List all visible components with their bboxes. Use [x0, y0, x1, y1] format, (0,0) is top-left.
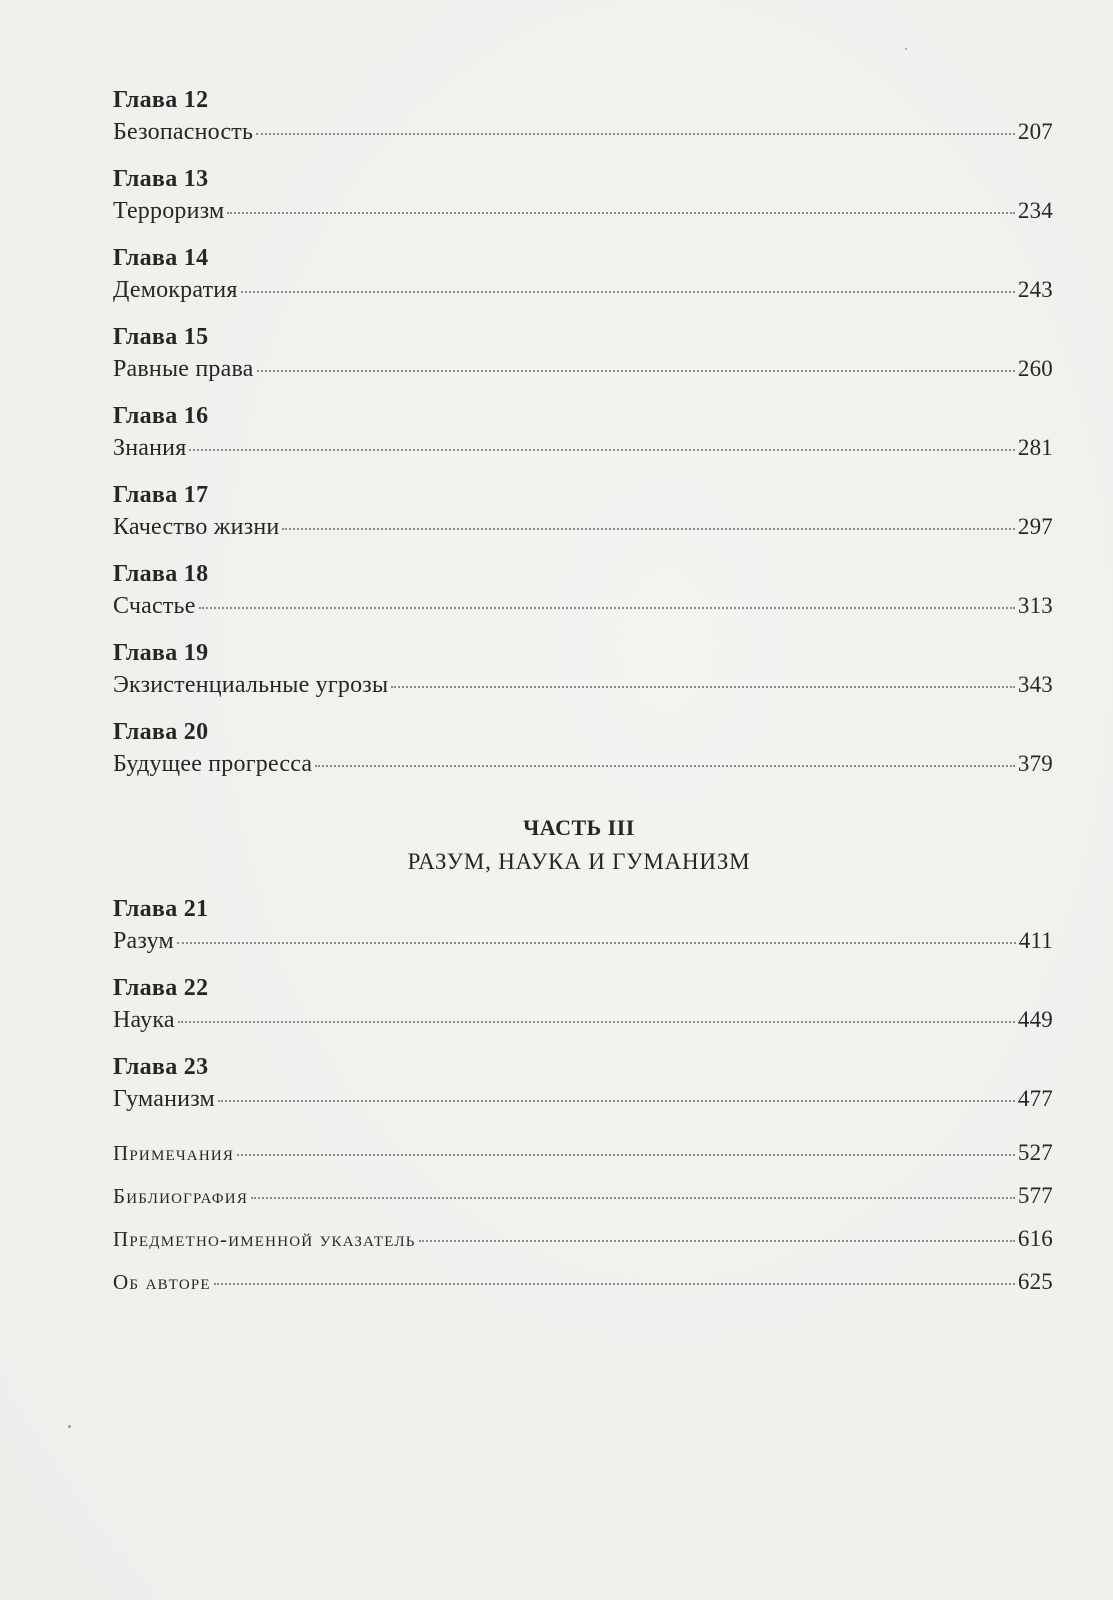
- chapter-label: Глава 13: [113, 166, 209, 192]
- page-number: 577: [1017, 1183, 1053, 1208]
- part-heading: [113, 813, 1053, 879]
- dot-leader: [177, 942, 1016, 944]
- dot-leader: [257, 370, 1015, 372]
- page-number: 449: [1017, 1007, 1053, 1032]
- toc-bibliography[interactable]: [113, 1183, 1053, 1226]
- dot-leader: [241, 291, 1015, 293]
- chapter-row: [113, 925, 1053, 957]
- page-number: 477: [1017, 1086, 1053, 1111]
- chapter-label: Глава 12: [113, 87, 209, 113]
- dot-leader: [214, 1283, 1015, 1285]
- page-number: 411: [1018, 928, 1053, 953]
- chapter-label: Глава 23: [113, 1054, 209, 1080]
- toc-about-author[interactable]: [113, 1269, 1053, 1312]
- toc-chapter-12[interactable]: [113, 84, 1053, 163]
- chapter-label: Глава 18: [113, 561, 209, 587]
- chapter-label: Глава 17: [113, 482, 209, 508]
- chapter-title: Счастье: [113, 593, 196, 619]
- dot-leader: [199, 607, 1015, 609]
- table-of-contents: [113, 84, 1053, 1312]
- toc-chapter-13[interactable]: [113, 163, 1053, 242]
- backmatter-list: [113, 1140, 1053, 1312]
- part-title: РАЗУМ, НАУКА И ГУМАНИЗМ: [407, 849, 751, 874]
- toc-notes[interactable]: [113, 1140, 1053, 1183]
- toc-chapter-15[interactable]: [113, 321, 1053, 400]
- chapter-title: Качество жизни: [113, 514, 280, 540]
- chapter-row: [113, 669, 1053, 701]
- page-number: 234: [1017, 198, 1053, 223]
- chapter-title: Разум: [113, 928, 174, 954]
- chapter-row: [113, 116, 1053, 148]
- chapter-title: Демократия: [113, 277, 238, 303]
- toc-chapter-16[interactable]: [113, 400, 1053, 479]
- page-number: 260: [1017, 356, 1053, 381]
- chapter-label: Глава 15: [113, 324, 209, 350]
- dot-leader: [282, 528, 1014, 530]
- chapter-title: Безопасность: [113, 119, 254, 145]
- chapter-row: [113, 511, 1053, 543]
- page-number: 281: [1017, 435, 1053, 460]
- chapter-title: Будущее прогресса: [113, 751, 313, 777]
- backmatter-title: Библиография: [113, 1184, 249, 1208]
- backmatter-title: Предметно-именной указатель: [113, 1227, 416, 1251]
- page-number: 343: [1017, 672, 1053, 697]
- chapter-list-part2: [113, 84, 1053, 795]
- dot-leader: [218, 1100, 1015, 1102]
- chapter-label: Глава 16: [113, 403, 209, 429]
- backmatter-title: Примечания: [113, 1141, 235, 1165]
- chapter-label: Глава 14: [113, 245, 209, 271]
- toc-index[interactable]: [113, 1226, 1053, 1269]
- chapter-row: [113, 432, 1053, 464]
- dot-leader: [315, 765, 1015, 767]
- chapter-row: [113, 195, 1053, 227]
- paper-speck: [68, 1425, 71, 1428]
- toc-chapter-20[interactable]: [113, 716, 1053, 795]
- chapter-title: Наука: [113, 1007, 175, 1033]
- chapter-title: Гуманизм: [113, 1086, 215, 1112]
- dot-leader: [391, 686, 1015, 688]
- dot-leader: [256, 133, 1015, 135]
- chapter-title: Терроризм: [113, 198, 225, 224]
- toc-chapter-19[interactable]: [113, 637, 1053, 716]
- page-number: 243: [1017, 277, 1053, 302]
- chapter-title: Экзистенциальные угрозы: [113, 672, 389, 698]
- chapter-title: Равные права: [113, 356, 254, 382]
- page-number: 297: [1017, 514, 1053, 539]
- chapter-label: Глава 20: [113, 719, 209, 745]
- chapter-label: Глава 22: [113, 975, 209, 1001]
- page-number: 527: [1017, 1140, 1053, 1165]
- chapter-title: Знания: [113, 435, 187, 461]
- toc-chapter-14[interactable]: [113, 242, 1053, 321]
- part-label: ЧАСТЬ III: [523, 815, 635, 840]
- dot-leader: [419, 1240, 1015, 1242]
- dot-leader: [178, 1021, 1015, 1023]
- chapter-row: [113, 1083, 1053, 1115]
- chapter-label: Глава 21: [113, 896, 209, 922]
- page-number: 313: [1017, 593, 1053, 618]
- toc-chapter-17[interactable]: [113, 479, 1053, 558]
- chapter-row: [113, 353, 1053, 385]
- page-number: 625: [1017, 1269, 1053, 1294]
- toc-chapter-23[interactable]: [113, 1051, 1053, 1130]
- paper-speck: [905, 48, 907, 50]
- page-number: 207: [1017, 119, 1053, 144]
- dot-leader: [251, 1197, 1015, 1199]
- dot-leader: [227, 212, 1015, 214]
- toc-chapter-22[interactable]: [113, 972, 1053, 1051]
- toc-chapter-18[interactable]: [113, 558, 1053, 637]
- chapter-row: [113, 1004, 1053, 1036]
- page-number: 379: [1017, 751, 1053, 776]
- dot-leader: [189, 449, 1014, 451]
- backmatter-title: Об авторе: [113, 1270, 211, 1294]
- chapter-row: [113, 274, 1053, 306]
- dot-leader: [237, 1154, 1015, 1156]
- page-number: 616: [1017, 1226, 1053, 1251]
- chapter-label: Глава 19: [113, 640, 209, 666]
- chapter-list-part3: [113, 893, 1053, 1130]
- chapter-row: [113, 590, 1053, 622]
- toc-chapter-21[interactable]: [113, 893, 1053, 972]
- chapter-row: [113, 748, 1053, 780]
